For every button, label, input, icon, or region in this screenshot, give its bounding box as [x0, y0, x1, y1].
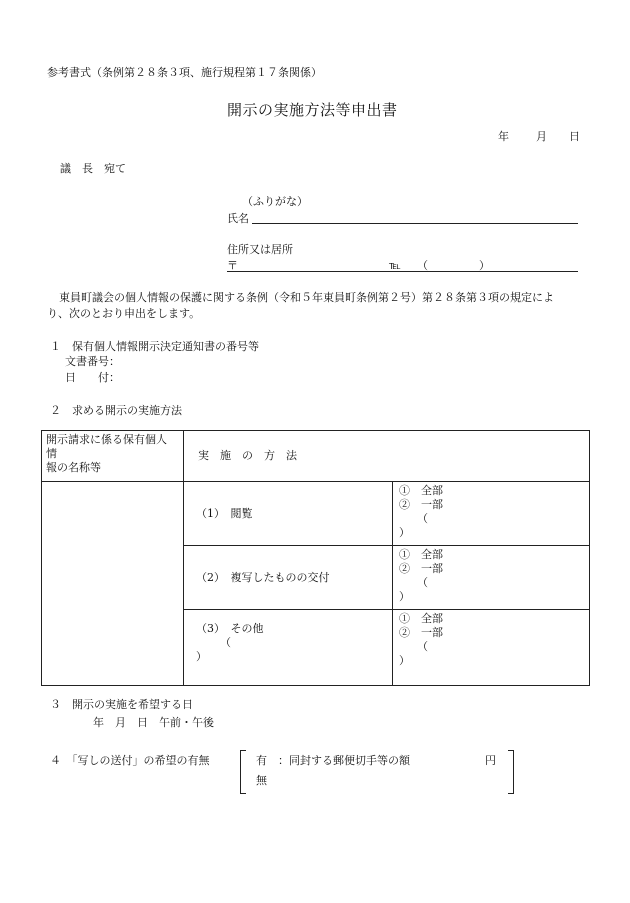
- page-title: 開示の実施方法等申出書: [227, 101, 398, 119]
- method-header: 実 施 の 方 法: [184, 431, 590, 482]
- paren-open: （: [417, 512, 428, 525]
- desired-date-value[interactable]: 年 月 日 午前・午後: [93, 716, 214, 729]
- paren-close: ）: [399, 590, 410, 603]
- reference-note: 参考書式（条例第２８条３項、施行規程第１７条関係）: [47, 66, 322, 79]
- address-field[interactable]: [227, 271, 578, 272]
- info-name-header-line3: 報の名称等: [46, 461, 101, 474]
- disclosure-method-table: [41, 430, 590, 686]
- options-other: [393, 610, 590, 686]
- paren-close: ）: [399, 654, 410, 667]
- option-all[interactable]: ① 全部: [399, 548, 443, 561]
- doc-date-label: 日 付：: [65, 371, 120, 384]
- info-name-cell[interactable]: [42, 482, 184, 686]
- tel-label: ℡: [389, 259, 401, 272]
- option-yes[interactable]: 有 ：同封する郵便切手等の額: [256, 754, 410, 767]
- option-partial[interactable]: ② 一部: [399, 498, 443, 511]
- furigana-label: （ふりがな）: [242, 195, 308, 208]
- section4-heading: ４ 「写しの送付」の希望の有無: [50, 754, 210, 767]
- section1-heading: １ 保有個人情報開示決定通知書の番号等: [50, 340, 259, 353]
- options-view: [393, 482, 590, 546]
- name-field[interactable]: [252, 223, 578, 224]
- name-label: 氏名: [227, 212, 249, 225]
- postal-mark: 〒: [227, 259, 238, 272]
- section3-heading: ３ 開示の実施を希望する日: [50, 698, 193, 711]
- info-name-header-line1: 開示請求に係る保有個人: [46, 433, 167, 446]
- method-copy-delivery: （2） 複写したものの交付: [184, 546, 393, 610]
- method-other: [184, 610, 393, 686]
- info-name-header-line2: 情: [46, 447, 57, 460]
- intro-line-2: り、次のとおり申出をします。: [47, 307, 201, 320]
- option-partial[interactable]: ② 一部: [399, 626, 443, 639]
- paren-open: （: [417, 576, 428, 589]
- addressee: 議 長 宛て: [60, 162, 126, 175]
- info-name-header: [42, 431, 184, 482]
- method-other-label: （3） その他: [196, 622, 264, 635]
- bracket-left: [240, 750, 246, 794]
- intro-line-1: 東員町議会の個人情報の保護に関する条例（令和５年東員町条例第２号）第２８条第３項の規定によ: [59, 291, 554, 304]
- method-other-paren-open: （: [220, 636, 231, 649]
- method-other-paren-close: ）: [196, 650, 207, 663]
- yen-unit: 円: [485, 754, 496, 767]
- date-year: 年: [498, 130, 509, 143]
- options-copy-delivery: [393, 546, 590, 610]
- tel-open-paren: （: [417, 259, 428, 272]
- paren-close: ）: [399, 526, 410, 539]
- option-partial[interactable]: ② 一部: [399, 562, 443, 575]
- date-month: 月: [536, 130, 547, 143]
- option-all[interactable]: ① 全部: [399, 484, 443, 497]
- option-all[interactable]: ① 全部: [399, 612, 443, 625]
- bracket-right: [508, 750, 514, 794]
- doc-number-label: 文書番号：: [65, 355, 120, 368]
- paren-open: （: [417, 640, 428, 653]
- method-view: （1） 閲覧: [184, 482, 393, 546]
- section2-heading: ２ 求める開示の実施方法: [50, 404, 182, 417]
- option-no[interactable]: 無: [256, 774, 267, 787]
- date-day: 日: [569, 130, 580, 143]
- tel-close-paren: ）: [479, 259, 490, 272]
- address-label: 住所又は居所: [227, 243, 293, 256]
